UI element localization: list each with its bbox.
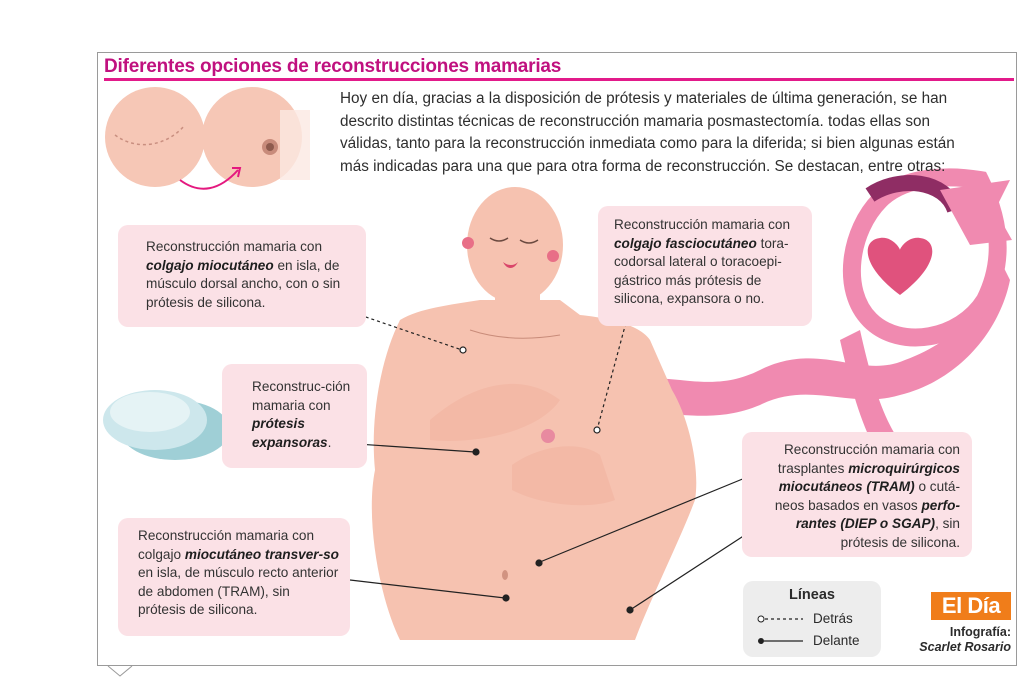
info-box-protesis — [222, 364, 367, 468]
el-dia-logo: El Día — [931, 592, 1011, 620]
box-text: , sin prótesis de silicona. — [840, 516, 960, 550]
box-bold-text: microquirúrgicos miocutáneos (TRAM) — [778, 460, 960, 494]
box-text: Reconstrucción mamaria con — [146, 239, 323, 254]
info-box-fasciocutaneo — [598, 206, 812, 326]
box-text: tora-codorsal lateral o toracoepi-gástrico más prótesis de silicona, expansora o no. — [614, 235, 789, 306]
credit-label: Infografía: — [949, 625, 1011, 639]
legend-title: Líneas — [789, 587, 835, 603]
legend-front-label: Delante — [813, 633, 860, 648]
box-text: Reconstruc-ción mamaria con — [252, 379, 351, 413]
box-bold-text: colgajo fasciocutáneo — [614, 235, 757, 251]
credit-name: Scarlet Rosario — [919, 640, 1011, 654]
box-text: Reconstrucción mamaria con colgajo — [138, 528, 315, 562]
box-text: Reconstrucción mamaria con — [614, 217, 791, 232]
legend-behind-label: Detrás — [813, 611, 853, 626]
box-bold-text: colgajo miocutáneo — [146, 257, 274, 273]
credit — [900, 625, 1011, 655]
info-box-microquirurgicos — [742, 432, 972, 557]
info-box-tram — [118, 518, 350, 636]
legend-row-behind — [757, 611, 853, 626]
box-text: o cutá-neos basados en vasos — [774, 479, 960, 513]
implant-icon — [103, 390, 230, 460]
box-bold-text: prótesis expansoras — [252, 416, 328, 450]
info-box-dorsal — [118, 225, 366, 327]
line-legend — [743, 581, 881, 657]
box-text: . — [327, 434, 332, 450]
box-text: Reconstrucción mamaria con trasplantes — [777, 442, 960, 476]
box-bold-text: perfo-rantes (DIEP o SGAP) — [795, 497, 960, 531]
dashed-line-icon — [757, 614, 805, 624]
breast-before-after-icon — [105, 87, 310, 189]
intro-paragraph: Hoy en día, gracias a la disposición de prótesis y materiales de última generación, se han descrito distintas técnicas de reconstrucción mamaria posmastectomía. todas ellas son válidas, tanto para la reconstrucción inmediata como para la diferida; si bien algunas están más indicadas para una que para otra forma de reconstrucción. Se destacan, entre otras: — [340, 90, 955, 175]
heart-icon — [868, 238, 933, 295]
page-title: Diferentes opciones de reconstrucciones mamarias — [104, 56, 562, 77]
box-bold-text: miocutáneo transver-so — [184, 546, 339, 562]
title-rule — [104, 78, 1014, 81]
legend-row-front — [757, 633, 860, 648]
box-text: en isla, de músculo recto anterior de abdomen (TRAM), sin prótesis de silicona. — [138, 565, 339, 617]
solid-line-icon — [757, 636, 805, 646]
frame-tail — [108, 666, 132, 676]
box-text: en isla, de músculo dorsal ancho, con o sin prótesis de silicona. — [146, 257, 341, 310]
